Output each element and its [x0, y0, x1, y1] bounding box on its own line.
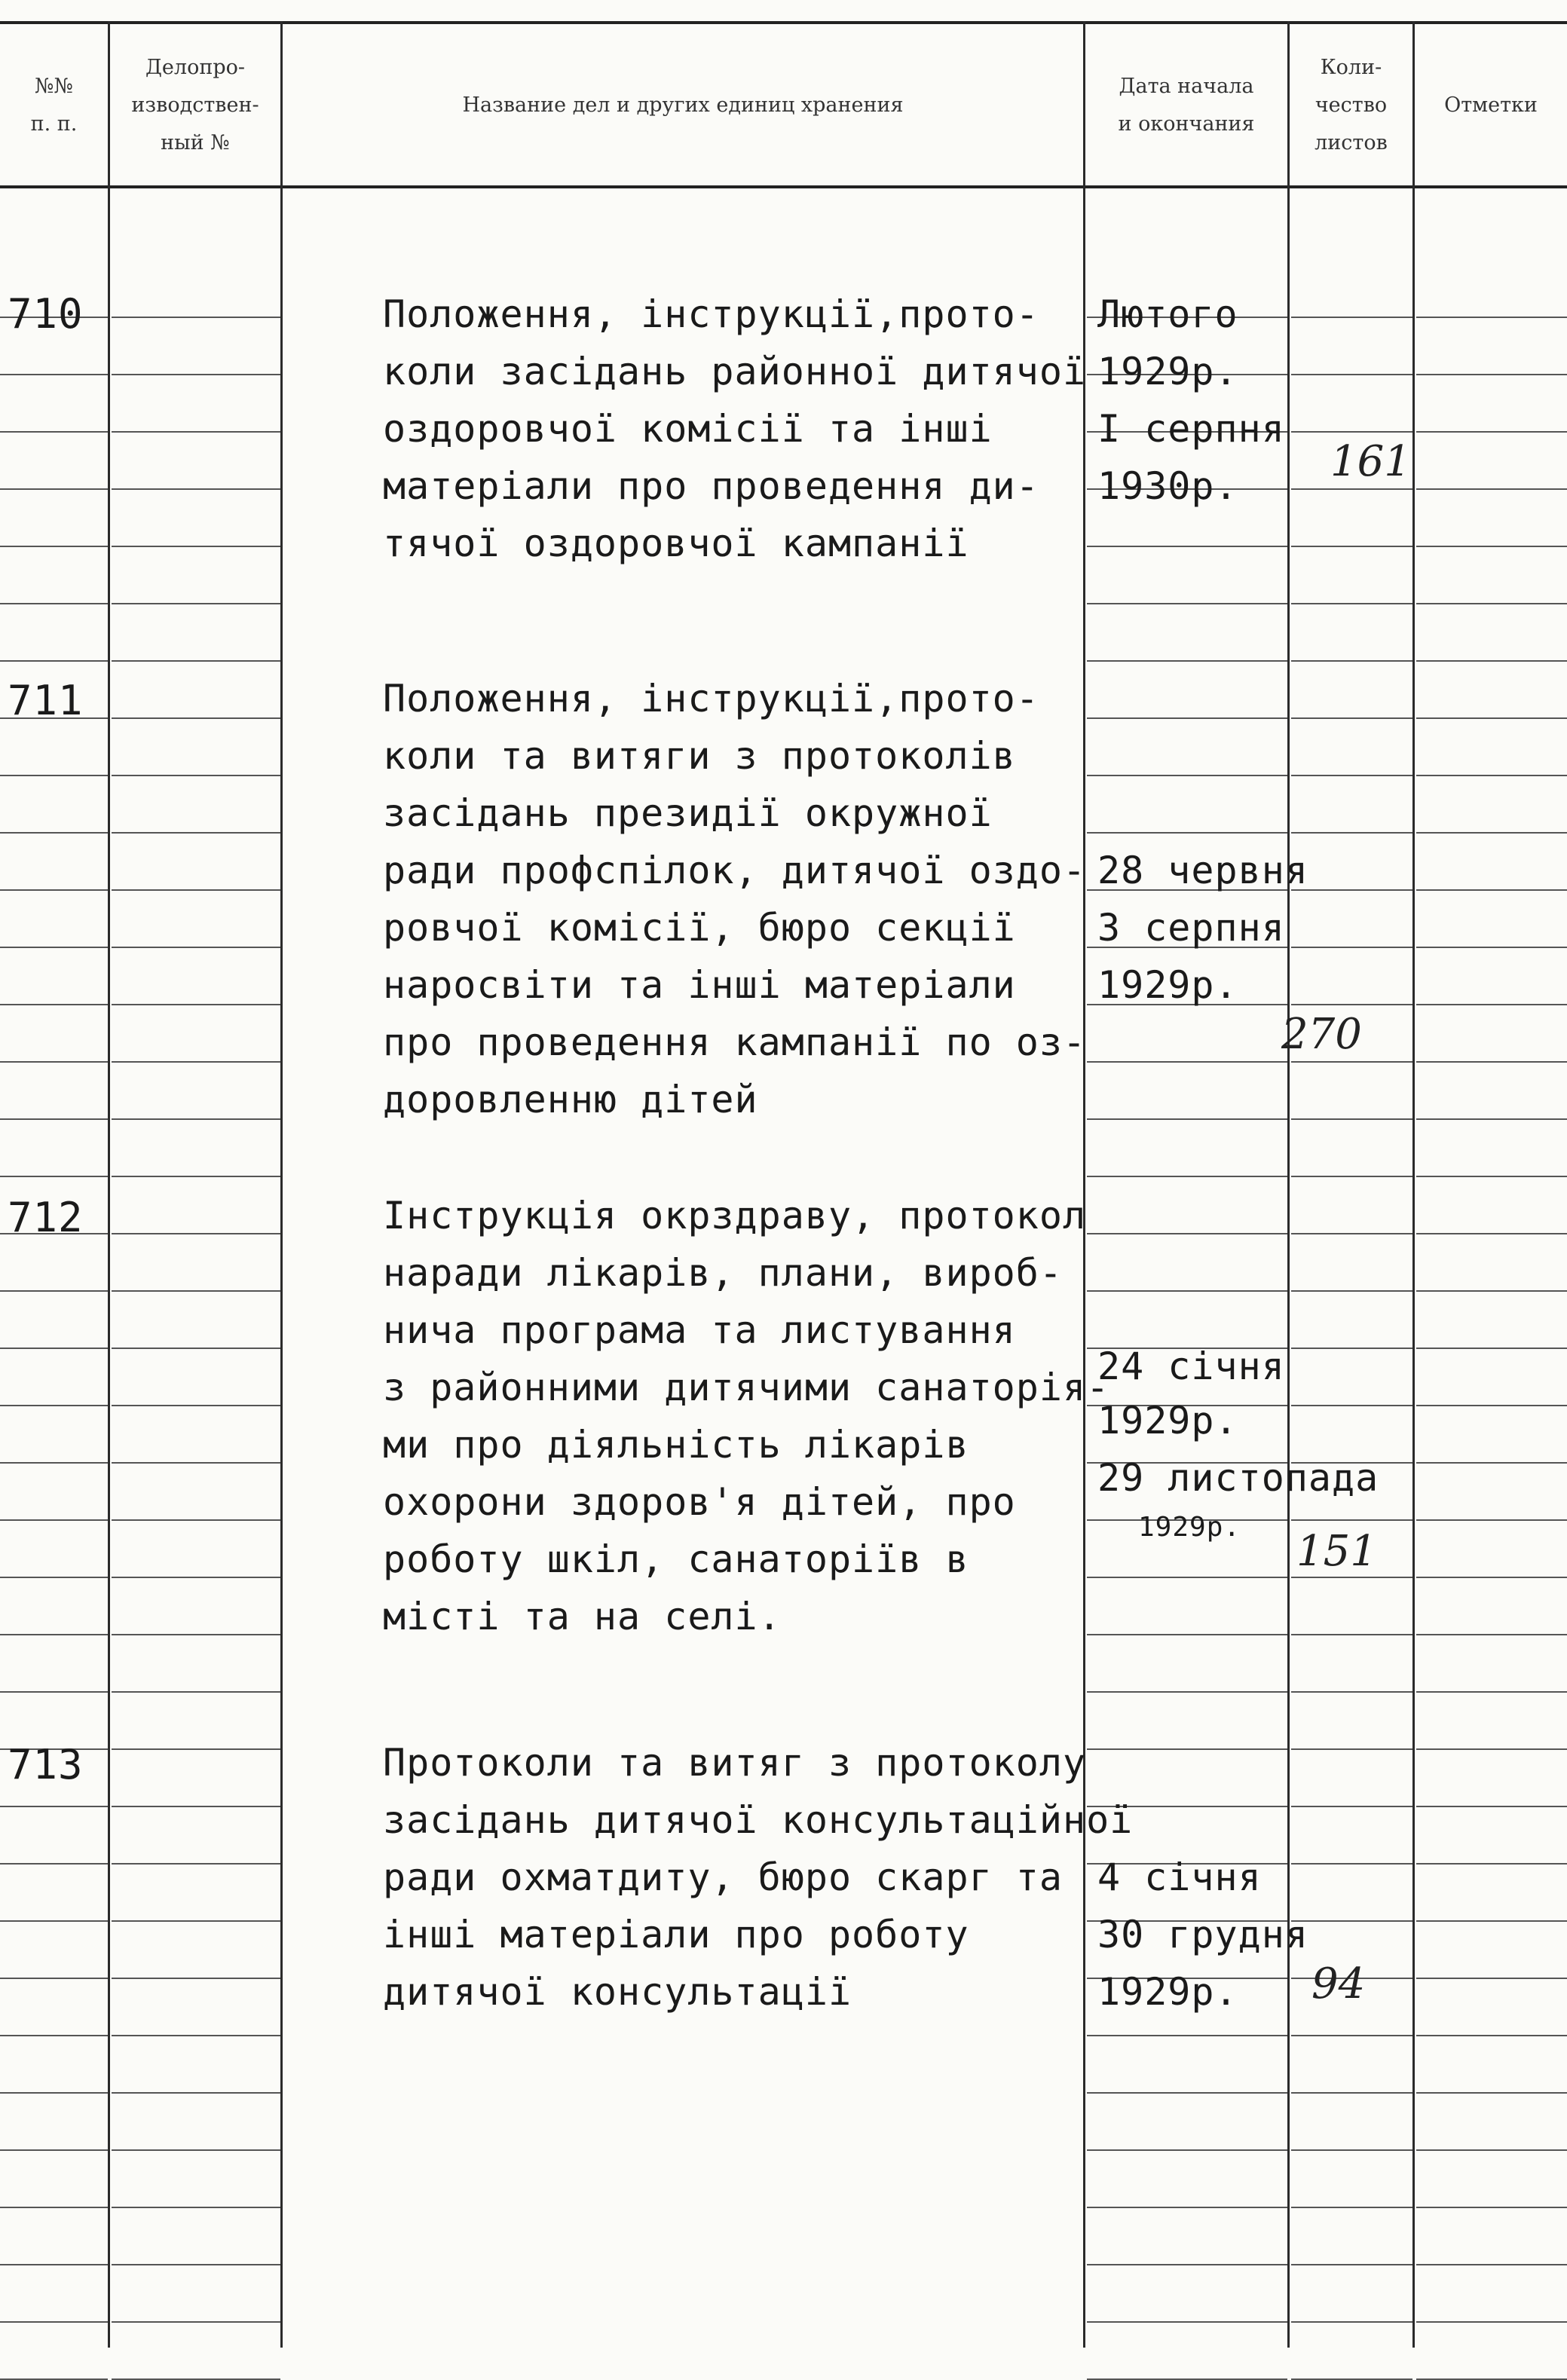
- ruled-line: [1291, 2207, 1412, 2208]
- ruled-line: [0, 775, 108, 776]
- title-line: з районними дитячими санаторія-: [383, 1366, 1110, 1409]
- ruled-line: [0, 1634, 108, 1635]
- header-dates: Дата начала и окончания: [1118, 75, 1255, 136]
- ruled-line: [1087, 2092, 1287, 2094]
- date-line: 29 листопада: [1097, 1456, 1379, 1500]
- date-line: 1930р.: [1097, 464, 1238, 508]
- title-line: тячої оздоровчої кампанії: [383, 522, 969, 565]
- title-line: ми про діяльність лікарів: [383, 1423, 969, 1467]
- ruled-line: [0, 1004, 108, 1005]
- ruled-line: [1416, 2035, 1567, 2036]
- ruled-line: [1291, 1061, 1412, 1063]
- ruled-line: [0, 1863, 108, 1865]
- ruled-line: [112, 1176, 280, 1177]
- ruled-line: [112, 1748, 280, 1750]
- ruled-line: [1416, 374, 1567, 375]
- header-sheets: Коли- чество листов: [1315, 56, 1388, 154]
- ruled-line: [1291, 1118, 1412, 1120]
- title-line: ради профспілок, дитячої оздо-: [383, 849, 1087, 892]
- column-divider: [108, 21, 110, 2348]
- ruled-line: [1087, 1118, 1287, 1120]
- ruled-line: [0, 832, 108, 834]
- title-line: наради лікарів, плани, вироб-: [383, 1251, 1063, 1295]
- ruled-line: [112, 1978, 280, 1979]
- ruled-line: [1291, 1806, 1412, 1807]
- ruled-line: [1416, 1118, 1567, 1120]
- ruled-line: [112, 317, 280, 318]
- ruled-line: [0, 1290, 108, 1292]
- ruled-line: [1291, 1634, 1412, 1635]
- date-line: 1929р.: [1097, 350, 1238, 393]
- ruled-line: [1416, 1519, 1567, 1521]
- ruled-line: [1291, 2321, 1412, 2323]
- ruled-line: [112, 1233, 280, 1234]
- ruled-line: [112, 660, 280, 662]
- title-line: Положення, інструкції,прото-: [383, 292, 1039, 336]
- ruled-line: [112, 488, 280, 490]
- ruled-line: [112, 1405, 280, 1406]
- ruled-line: [1087, 1748, 1287, 1750]
- ruled-line: [1416, 660, 1567, 662]
- title-line: ради охматдиту, бюро скарг та: [383, 1855, 1063, 1899]
- ruled-line: [112, 717, 280, 719]
- ruled-line: [112, 1118, 280, 1120]
- ruled-line: [1291, 431, 1412, 433]
- ruled-line: [0, 1577, 108, 1578]
- ruled-line: [0, 546, 108, 547]
- title-line: Інструкція окрздраву, протокол: [383, 1194, 1087, 1237]
- ruled-line: [1087, 1176, 1287, 1177]
- ruled-line: [1416, 717, 1567, 719]
- ruled-line: [1087, 1691, 1287, 1693]
- title-line: місті та на селі.: [383, 1595, 782, 1638]
- title-line: наросвіти та інші матеріали: [383, 963, 1016, 1007]
- ruled-line: [1291, 1004, 1412, 1005]
- ruled-line: [1291, 1519, 1412, 1521]
- column-divider: [280, 21, 283, 2348]
- ruled-line: [1416, 2207, 1567, 2208]
- date-line: 3 серпня: [1097, 906, 1285, 950]
- ruled-line: [112, 1863, 280, 1865]
- ruled-line: [1291, 1748, 1412, 1750]
- ruled-line: [1416, 2149, 1567, 2151]
- ruled-line: [1087, 603, 1287, 604]
- ruled-line: [1416, 1577, 1567, 1578]
- ruled-line: [0, 889, 108, 891]
- ruled-line: [1291, 1233, 1412, 1234]
- title-line: інші матеріали про роботу: [383, 1913, 969, 1956]
- ruled-line: [1291, 546, 1412, 547]
- ruled-line: [1087, 2035, 1287, 2036]
- ruled-line: [112, 2264, 280, 2265]
- ruled-line: [1416, 1634, 1567, 1635]
- record-number: 711: [8, 677, 84, 724]
- ruled-line: [0, 1978, 108, 1979]
- ruled-line: [1087, 1634, 1287, 1635]
- title-line: Положення, інструкції,прото-: [383, 677, 1039, 720]
- title-line: засідань президії окружної: [383, 791, 993, 835]
- ruled-line: [1291, 717, 1412, 719]
- ruled-line: [0, 431, 108, 433]
- ruled-line: [1087, 1061, 1287, 1063]
- ruled-line: [1416, 1920, 1567, 1922]
- ruled-line: [1291, 1290, 1412, 1292]
- ruled-line: [1291, 488, 1412, 490]
- date-line: 28 червня: [1097, 849, 1308, 892]
- ruled-line: [1416, 603, 1567, 604]
- date-line: 1929р.: [1097, 1399, 1238, 1442]
- title-line: коли та витяги з протоколів: [383, 734, 1016, 778]
- ruled-line: [1087, 1290, 1287, 1292]
- ruled-line: [1087, 660, 1287, 662]
- ruled-line: [1416, 1691, 1567, 1693]
- ruled-line: [0, 947, 108, 948]
- ruled-line: [1087, 546, 1287, 547]
- ruled-line: [112, 431, 280, 433]
- ruled-line: [1416, 1806, 1567, 1807]
- ruled-line: [1416, 1061, 1567, 1063]
- date-line: 30 грудня: [1097, 1913, 1308, 1956]
- ruled-line: [0, 2149, 108, 2151]
- date-line: Лютого: [1097, 292, 1238, 336]
- ruled-line: [1416, 488, 1567, 490]
- sheet-count: 151: [1296, 1527, 1377, 1576]
- header-number: №№ п. п.: [30, 75, 78, 136]
- date-line: 1929р.: [1097, 963, 1238, 1007]
- ruled-line: [1416, 546, 1567, 547]
- ruled-line: [1291, 775, 1412, 776]
- ruled-line: [1416, 947, 1567, 948]
- ruled-line: [0, 1348, 108, 1349]
- ruled-line: [1291, 947, 1412, 948]
- ruled-line: [112, 832, 280, 834]
- ruled-line: [1416, 889, 1567, 891]
- ruled-line: [0, 1061, 108, 1063]
- ruled-line: [112, 1634, 280, 1635]
- ruled-line: [1291, 832, 1412, 834]
- ruled-line: [112, 374, 280, 375]
- sheet-count: 161: [1330, 437, 1411, 486]
- ruled-line: [112, 1462, 280, 1464]
- ruled-line: [1416, 1978, 1567, 1979]
- ruled-line: [0, 603, 108, 604]
- ruled-line: [1416, 1405, 1567, 1406]
- ruled-line: [1291, 1577, 1412, 1578]
- ruled-line: [1416, 317, 1567, 318]
- title-line: оздоровчої комісії та інші: [383, 407, 993, 451]
- ruled-line: [112, 1806, 280, 1807]
- ruled-line: [1291, 2149, 1412, 2151]
- title-line: нича програма та листування: [383, 1308, 1016, 1352]
- ruled-line: [1291, 1348, 1412, 1349]
- ruled-line: [112, 2321, 280, 2323]
- ruled-line: [1087, 2264, 1287, 2265]
- ruled-line: [112, 1348, 280, 1349]
- record-number: 710: [8, 290, 84, 338]
- ruled-line: [1416, 1748, 1567, 1750]
- header-title: Название дел и других единиц хранения: [462, 93, 904, 117]
- date-line: 1929р.: [1097, 1970, 1238, 2014]
- date-line: 24 січня: [1097, 1344, 1285, 1388]
- ruled-line: [1291, 660, 1412, 662]
- ruled-line: [1416, 2092, 1567, 2094]
- ruled-line: [1416, 832, 1567, 834]
- ruled-line: [112, 775, 280, 776]
- sheet-count: 270: [1281, 1010, 1362, 1059]
- ruled-line: [112, 1920, 280, 1922]
- ruled-line: [1087, 1233, 1287, 1234]
- ruled-line: [1291, 1691, 1412, 1693]
- ruled-line: [112, 546, 280, 547]
- ruled-line: [1416, 1348, 1567, 1349]
- ruled-line: [112, 603, 280, 604]
- record-number: 713: [8, 1741, 84, 1788]
- ruled-line: [112, 2035, 280, 2036]
- ruled-line: [1416, 431, 1567, 433]
- title-line: засідань дитячої консультаційної: [383, 1798, 1134, 1842]
- ruled-line: [1291, 317, 1412, 318]
- ruled-line: [1416, 1863, 1567, 1865]
- title-line: роботу шкіл, санаторіїв в: [383, 1537, 969, 1581]
- ruled-line: [1291, 374, 1412, 375]
- ruled-line: [1291, 1863, 1412, 1865]
- ruled-line: [1087, 1577, 1287, 1578]
- ruled-line: [0, 2264, 108, 2265]
- ruled-line: [112, 889, 280, 891]
- title-line: дитячої консультації: [383, 1970, 852, 2014]
- ruled-line: [0, 2092, 108, 2094]
- title-line: Протоколи та витяг з протоколу: [383, 1741, 1087, 1785]
- ruled-line: [0, 488, 108, 490]
- ruled-line: [1291, 1405, 1412, 1406]
- ruled-line: [0, 2035, 108, 2036]
- ruled-line: [112, 1004, 280, 1005]
- ruled-line: [1291, 2092, 1412, 2094]
- ruled-line: [1087, 2207, 1287, 2208]
- ruled-line: [112, 2207, 280, 2208]
- ruled-line: [1416, 1290, 1567, 1292]
- ruled-line: [1416, 2321, 1567, 2323]
- title-line: охорони здоров'я дітей, про: [383, 1480, 1016, 1524]
- ruled-line: [112, 947, 280, 948]
- ruled-line: [0, 2321, 108, 2323]
- ruled-line: [0, 1118, 108, 1120]
- header-notes: Отметки: [1444, 93, 1538, 117]
- date-line: 4 січня: [1097, 1855, 1262, 1899]
- ruled-line: [0, 1519, 108, 1521]
- ruled-line: [0, 1462, 108, 1464]
- ruled-line: [112, 1519, 280, 1521]
- ruled-line: [112, 1290, 280, 1292]
- ruled-line: [1416, 1233, 1567, 1234]
- ruled-line: [1087, 775, 1287, 776]
- date-line: І серпня: [1097, 407, 1285, 451]
- sheet-count: 94: [1311, 1959, 1366, 2008]
- ruled-line: [1087, 717, 1287, 719]
- ruled-line: [0, 374, 108, 375]
- ruled-line: [0, 660, 108, 662]
- ruled-line: [1291, 2035, 1412, 2036]
- ruled-line: [112, 2092, 280, 2094]
- title-line: коли засідань районної дитячої: [383, 350, 1087, 393]
- ruled-line: [1416, 775, 1567, 776]
- ruled-line: [1416, 2264, 1567, 2265]
- ruled-line: [112, 2149, 280, 2151]
- ruled-line: [1087, 2321, 1287, 2323]
- ruled-line: [1291, 2264, 1412, 2265]
- ruled-line: [0, 1806, 108, 1807]
- ruled-line: [1416, 1176, 1567, 1177]
- ruled-line: [1291, 603, 1412, 604]
- title-line: ровчої комісії, бюро секції: [383, 906, 1016, 950]
- header-top-rule: [0, 21, 1567, 24]
- ruled-line: [0, 1920, 108, 1922]
- ruled-line: [0, 1405, 108, 1406]
- ruled-line: [0, 1691, 108, 1693]
- ruled-line: [1291, 889, 1412, 891]
- title-line: про проведення кампанії по оз-: [383, 1020, 1087, 1064]
- ruled-line: [0, 1176, 108, 1177]
- ruled-line: [1291, 1176, 1412, 1177]
- column-divider: [1287, 21, 1290, 2348]
- title-line: матеріали про проведення ди-: [383, 464, 1039, 508]
- ruled-line: [1291, 1920, 1412, 1922]
- date-line: 1929р.: [1138, 1512, 1241, 1543]
- ruled-line: [112, 1061, 280, 1063]
- ruled-line: [112, 1577, 280, 1578]
- ruled-line: [1416, 1004, 1567, 1005]
- title-line: доровленню дітей: [383, 1078, 758, 1121]
- ruled-line: [1416, 1462, 1567, 1464]
- ruled-line: [1087, 2149, 1287, 2151]
- header-bottom-rule: [0, 185, 1567, 188]
- column-divider: [1412, 21, 1415, 2348]
- header-office-number: Делопро- изводствен- ный №: [131, 56, 259, 154]
- record-number: 712: [8, 1194, 84, 1241]
- ruled-line: [112, 1691, 280, 1693]
- ruled-line: [1087, 832, 1287, 834]
- ruled-line: [0, 2207, 108, 2208]
